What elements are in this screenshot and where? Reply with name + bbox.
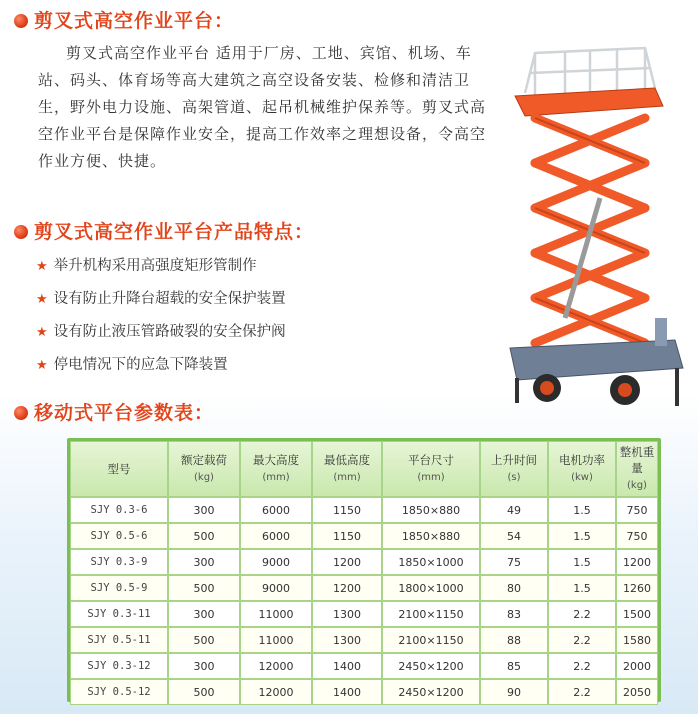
section-title-text: 剪叉式高空作业平台产品特点： bbox=[34, 221, 315, 243]
table-row bbox=[70, 601, 658, 627]
table-cell: 1300 bbox=[312, 601, 382, 627]
table-cell: 12000 bbox=[240, 679, 312, 705]
star-icon: ★ bbox=[36, 259, 48, 274]
table-cell: 500 bbox=[168, 523, 240, 549]
table-header-cell: 额定载荷 (kg) bbox=[168, 441, 240, 497]
table-header-cell: 整机重量 (kg) bbox=[616, 441, 658, 497]
table-cell: 2050 bbox=[616, 679, 658, 705]
table-row bbox=[70, 549, 658, 575]
feature-item: ★ 举升机构采用高强度矩形管制作 bbox=[36, 258, 257, 274]
table-cell: SJY 0.5-9 bbox=[70, 575, 168, 601]
table-cell: 90 bbox=[480, 679, 548, 705]
table-cell: 9000 bbox=[240, 575, 312, 601]
table-cell: SJY 0.5-12 bbox=[70, 679, 168, 705]
table-row bbox=[70, 497, 658, 523]
table-cell: 11000 bbox=[240, 601, 312, 627]
star-icon: ★ bbox=[36, 325, 48, 340]
bullet-dot-icon bbox=[14, 225, 28, 239]
table-cell: 1500 bbox=[616, 601, 658, 627]
table-row bbox=[70, 653, 658, 679]
table-cell: 1300 bbox=[312, 627, 382, 653]
table-cell: 1400 bbox=[312, 679, 382, 705]
table-cell: 300 bbox=[168, 497, 240, 523]
table-cell: 2100×1150 bbox=[382, 601, 480, 627]
table-cell: 1850×1000 bbox=[382, 549, 480, 575]
table-cell: 1200 bbox=[312, 575, 382, 601]
section-title-text: 移动式平台参数表： bbox=[34, 402, 215, 424]
table-cell: SJY 0.3-11 bbox=[70, 601, 168, 627]
table-cell: SJY 0.3-12 bbox=[70, 653, 168, 679]
feature-item: ★ 设有防止液压管路破裂的安全保护阀 bbox=[36, 324, 286, 340]
table-cell: 1150 bbox=[312, 497, 382, 523]
table-cell: 1800×1000 bbox=[382, 575, 480, 601]
section-title-table bbox=[14, 398, 214, 425]
table-cell: SJY 0.3-9 bbox=[70, 549, 168, 575]
scissor-lift-illustration bbox=[505, 18, 695, 418]
table-header-cell: 平台尺寸 (mm) bbox=[382, 441, 480, 497]
feature-item: ★ 设有防止升降台超载的安全保护装置 bbox=[36, 291, 286, 307]
section-title-features bbox=[14, 217, 314, 244]
table-cell: 1.5 bbox=[548, 497, 616, 523]
table-cell: 1150 bbox=[312, 523, 382, 549]
table-cell: 49 bbox=[480, 497, 548, 523]
bullet-dot-icon bbox=[14, 14, 28, 28]
table-cell: 2450×1200 bbox=[382, 653, 480, 679]
table-row bbox=[70, 575, 658, 601]
table-cell: 1850×880 bbox=[382, 497, 480, 523]
table-cell: 12000 bbox=[240, 653, 312, 679]
table-cell: 2.2 bbox=[548, 627, 616, 653]
intro-text: 剪叉式高空作业平台 适用于厂房、工地、宾馆、机场、车站、码头、体育场等高大建筑之高空设备安装、检修和清洁卫生，野外电力设施、高架管道、起吊机械维护保养等。剪叉式高空作业平台是保障作业安全，提高工作效率之理想设备，令高空作业方便、快捷。 bbox=[38, 44, 487, 170]
table-cell: 9000 bbox=[240, 549, 312, 575]
table-cell: 2000 bbox=[616, 653, 658, 679]
table-header-cell: 最大高度 (mm) bbox=[240, 441, 312, 497]
table-cell: 750 bbox=[616, 523, 658, 549]
parameter-table bbox=[70, 441, 658, 705]
table-header-cell: 型号 bbox=[70, 441, 168, 497]
star-icon: ★ bbox=[36, 292, 48, 307]
table-cell: 1.5 bbox=[548, 523, 616, 549]
table-cell: SJY 0.5-6 bbox=[70, 523, 168, 549]
table-cell: 1580 bbox=[616, 627, 658, 653]
table-cell: 300 bbox=[168, 549, 240, 575]
table-cell: 300 bbox=[168, 653, 240, 679]
table-cell: 83 bbox=[480, 601, 548, 627]
table-cell: 1850×880 bbox=[382, 523, 480, 549]
table-cell: 75 bbox=[480, 549, 548, 575]
table-cell: 54 bbox=[480, 523, 548, 549]
table-cell: 1400 bbox=[312, 653, 382, 679]
table-cell: 2100×1150 bbox=[382, 627, 480, 653]
table-cell: 1.5 bbox=[548, 549, 616, 575]
table-cell: 300 bbox=[168, 601, 240, 627]
bullet-dot-icon bbox=[14, 406, 28, 420]
table-cell: 1.5 bbox=[548, 575, 616, 601]
table-header-cell: 最低高度 (mm) bbox=[312, 441, 382, 497]
section-title-intro bbox=[14, 6, 234, 33]
table-header-cell: 电机功率 (kw) bbox=[548, 441, 616, 497]
table-row bbox=[70, 627, 658, 653]
intro-paragraph bbox=[38, 40, 498, 175]
table-cell: SJY 0.3-6 bbox=[70, 497, 168, 523]
table-cell: 500 bbox=[168, 679, 240, 705]
section-title-text: 剪叉式高空作业平台： bbox=[34, 10, 235, 32]
table-cell: 88 bbox=[480, 627, 548, 653]
table-cell: 2.2 bbox=[548, 601, 616, 627]
feature-list bbox=[36, 250, 286, 382]
table-header-row bbox=[70, 441, 658, 497]
table-header-cell: 上升时间 (s) bbox=[480, 441, 548, 497]
parameter-table-frame bbox=[67, 438, 661, 702]
table-cell: 2.2 bbox=[548, 679, 616, 705]
table-cell: 500 bbox=[168, 575, 240, 601]
table-cell: 6000 bbox=[240, 523, 312, 549]
table-cell: 1260 bbox=[616, 575, 658, 601]
table-cell: 6000 bbox=[240, 497, 312, 523]
table-cell: 2450×1200 bbox=[382, 679, 480, 705]
table-cell: 85 bbox=[480, 653, 548, 679]
star-icon: ★ bbox=[36, 358, 48, 373]
table-cell: 2.2 bbox=[548, 653, 616, 679]
table-cell: 1200 bbox=[616, 549, 658, 575]
table-cell: 80 bbox=[480, 575, 548, 601]
table-row bbox=[70, 523, 658, 549]
table-cell: 1200 bbox=[312, 549, 382, 575]
table-cell: 11000 bbox=[240, 627, 312, 653]
table-cell: 500 bbox=[168, 627, 240, 653]
feature-item: ★ 停电情况下的应急下降装置 bbox=[36, 357, 228, 373]
table-cell: SJY 0.5-11 bbox=[70, 627, 168, 653]
table-cell: 750 bbox=[616, 497, 658, 523]
table-row bbox=[70, 679, 658, 705]
